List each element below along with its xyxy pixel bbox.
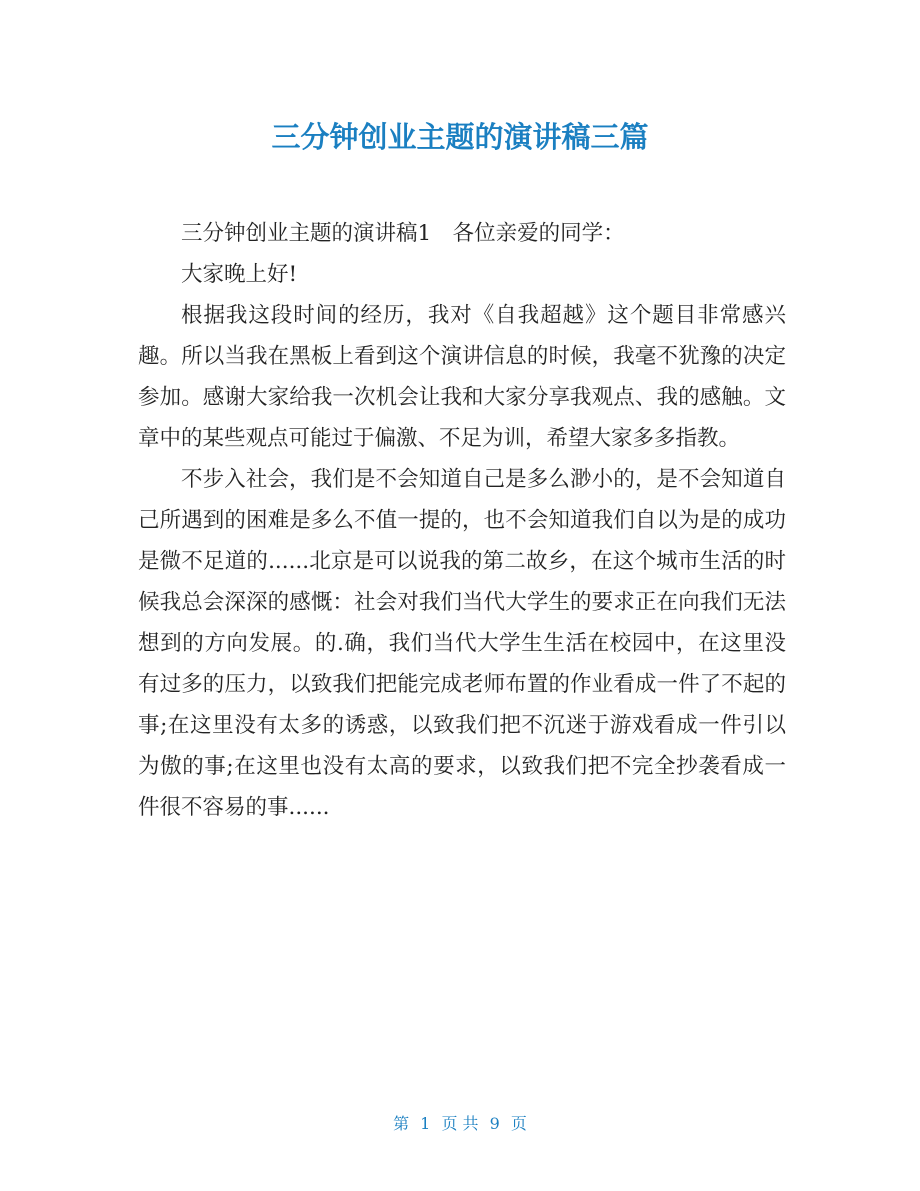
- document-title: 三分钟创业主题的演讲稿三篇: [271, 120, 649, 154]
- paragraph-main: 不步入社会，我们是不会知道自己是多么渺小的，是不会知道自己所遇到的困难是多么不值一提的，也不会知道我们自以为是的成功是微不足道的......北京是可以说我的第二故乡，在这个城市生活的时候我总会深深的感慨：社会对我们当代大学生的要求正在向我们无法想到的方向发展。的.确，我们当代大学生生活在校园中，在这里没有过多的压力，以致我们把能完成老师布置的作业看成一件了不起的事;在这里没有太多的诱惑，以致我们把不沉迷于游戏看成一件引以为傲的事;在这里也没有太高的要求，以致我们把不完全抄袭看成一件很不容易的事......: [138, 467, 786, 820]
- paragraph-intro: 根据我这段时间的经历，我对《自我超越》这个题目非常感兴趣。所以当我在黑板上看到这个演讲信息的时候，我毫不犹豫的决定参加。感谢大家给我一次机会让我和大家分享我观点、我的感触。文章中的某些观点可能过于偏激、不足为训，希望大家多多指教。: [138, 303, 786, 451]
- page-number-footer: [0, 1112, 920, 1136]
- page-label-prefix: 第: [393, 1114, 410, 1133]
- paragraph-greeting-heading: 三分钟创业主题的演讲稿1 各位亲爱的同学：: [181, 221, 625, 246]
- document-body: [138, 213, 786, 828]
- page-current: 1: [420, 1114, 431, 1133]
- page-label-suffix: 页: [510, 1114, 527, 1133]
- page-label-mid: 页 共: [441, 1114, 479, 1133]
- page-total: 9: [489, 1114, 500, 1133]
- paragraph-greeting: 大家晚上好!: [181, 262, 298, 287]
